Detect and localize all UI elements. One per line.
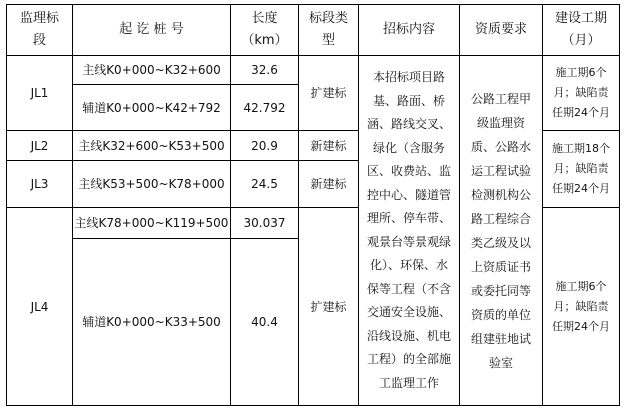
length-value: 20.9 — [251, 138, 278, 153]
header-stake-range: 起 讫 桩 号 — [119, 22, 184, 37]
schedule-text: 施工期6个 月；缺陷责 任期24个月 — [552, 66, 610, 119]
stake-range: 主线K0+000~K32+600 — [82, 63, 221, 77]
stake-range: 主线K53+500~K78+000 — [78, 177, 225, 191]
header-bid-scope: 招标内容 — [382, 22, 435, 37]
stake-range: 辅道K0+000~K33+500 — [82, 315, 221, 329]
section-type: 新建标 — [310, 138, 347, 153]
stake-range: 主线K32+600~K53+500 — [78, 138, 225, 153]
bid-scope-text: 本招标项目路 基、路面、桥 涵、路线交叉、 绿化（含服务 区、收费站、监 控中心、隧道管 理所、停车带、 观景台等景观绿 化）、环保、水 保等工程（不含 交通安全设施、 沿线设施、机电 工程）的全部施 工监理工作 — [366, 70, 451, 390]
header-qualification: 资质要求 — [474, 22, 527, 37]
section-type: 新建标 — [310, 177, 347, 191]
section-code: JL1 — [30, 86, 49, 100]
length-value: 30.037 — [243, 216, 286, 230]
table-border-right — [619, 4, 620, 406]
schedule-text: 施工期18个 月；缺陷责 任期24个月 — [552, 142, 610, 195]
section-type: 扩建标 — [310, 299, 347, 314]
section-type: 扩建标 — [310, 86, 347, 100]
stake-range: 辅道K0+000~K42+792 — [82, 100, 221, 115]
length-value: 24.5 — [251, 177, 278, 191]
section-code: JL4 — [30, 299, 49, 314]
schedule-text: 施工期6个 月；缺陷责 任期24个月 — [552, 279, 610, 333]
header-section-type: 标段类 型 — [308, 11, 348, 48]
stake-range: 主线K78+000~K119+500 — [74, 216, 229, 230]
length-value: 32.6 — [251, 63, 278, 77]
header-length: 长度 （km） — [241, 11, 288, 48]
section-code: JL2 — [30, 138, 49, 153]
length-value: 40.4 — [251, 315, 278, 329]
table-border-bottom — [6, 405, 620, 406]
length-value: 42.792 — [243, 100, 286, 115]
header-schedule: 建设工期 （月） — [554, 11, 607, 48]
header-section: 监理标 段 — [19, 11, 59, 48]
section-code: JL3 — [30, 177, 49, 191]
qualification-text: 公路工程甲 级监理资 质、公路水 运工程试验 检测机构公 路工程综合 类乙级及以 上资质证书 或委托同等 资质的单位 组建驻地试 验室 — [470, 91, 531, 370]
